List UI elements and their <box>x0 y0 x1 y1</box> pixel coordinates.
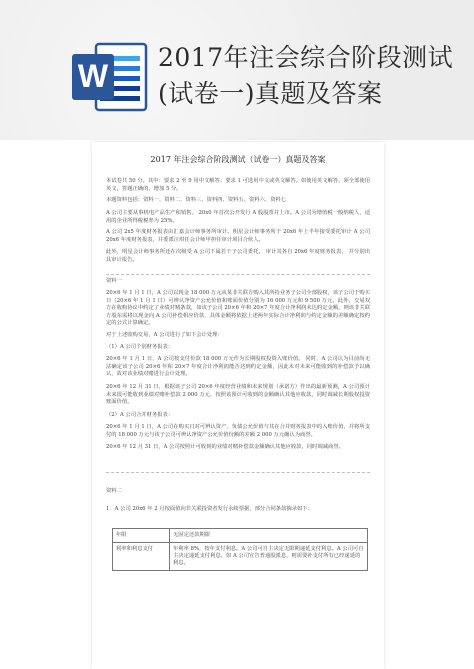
paragraph: （2）A 公司合并财务报表： <box>106 412 174 418</box>
document-page <box>92 142 384 669</box>
paragraph: A 公司 2x5 年度财务报表由汇嘉会计师事务所审计。明星会计师事务所于 20x6 年上半年接受委托审计 A 公司 20x6 年度财务报表，并委派汪琪任会计师甲担任审计项目合伙人。 <box>106 229 370 243</box>
document-title: 2017 年注会综合阶段测试（试卷一）真题及答案 <box>150 155 326 164</box>
paragraph: 20×6 年 12 月 31 日，根据该子公司 20×6 年度经营业绩和未来规划（承诺方）作出的最新预测，A 公司预计未来很可能收到业绩对赌补偿款 2 000 万元，按照该预计可收到的金额确认其他应收款，同时调减长期股权投资账面价值。 <box>106 384 370 406</box>
paragraph: A 公司主要从事机电产品生产和销售。 20x0 年首次公开发行 A 股股票并上市。A 公司为增值税一般纳税人，适用的企业所得税税率为 25%。 <box>106 210 370 224</box>
paragraph: 本题资料包括：资料一、资料二、资料三、资料四、资料五、资料六、资料七 <box>106 197 287 203</box>
paragraph: （1）A 公司个别财务报表： <box>106 344 174 350</box>
table-row <box>113 529 368 543</box>
table-cell-label: 年限 <box>113 529 170 543</box>
paragraph: 此外，明星会计师事务所还在次级受 A 公司下属若干子公司委托。 审计其各自 20x6 年度财务报表， 并分别出具审计报告。 <box>106 249 370 263</box>
paragraph: 1．A 公司 20x6 年 2 月按面值向非关联投资者发行永续票据，部分合同条款摘录如下： <box>106 506 313 512</box>
table-row <box>113 543 368 571</box>
word-document-icon <box>70 40 148 114</box>
paragraph: 20×6 年 12 月 31 日，A 公司按照计可收到的业绩对赌补偿款金额确认其他应收款，同时调减商誉。 <box>106 444 344 450</box>
section-heading: 资料二 <box>106 488 122 494</box>
word-icon-letter: W <box>77 58 109 94</box>
table-cell-value: 无固定还款期限 <box>170 529 368 543</box>
paragraph: 20×6 年 1 月 1 日，A 公司在购买日对可辨认资产、负债公允价值与其在合并财务报表中的入账价值，并将所支付的 18 000 万元与该子公司可辨认净资产公允价值份额的差额 2 000 万元确认为商誉。 <box>106 424 370 438</box>
terms-table <box>112 528 368 571</box>
paragraph: 本试卷共 50 分。其中：要求 2 至 9 用中文解答；要求 1 可选用中文或英文解答。如使用英文解答，须全部使用英文，答题正确的，增加 5 分。 <box>106 178 370 192</box>
table-cell-label: 利率和利息支付 <box>113 543 170 571</box>
header-banner <box>0 0 474 140</box>
paragraph: 20×6 年 1 月 1 日，A 公司以现金 18 000 万元从某非关联方购入其所持业务子公司全部股权，该子公司于购买日（20×6 年 1 月 1 日）可辨认净资产公允价值和账面价值分别为 16 000 万元和 9 500 万元，此外，交易双方在收购协议中约定了业绩对赌条款，如该子公司 20×6 年和 20×7 年度合计净利润未达约定金额，则该非关联方股东需将以现金向 A 公司补偿相应价款，具体金额将依据上述两年实际合计净利润与约定金额的差额确定按约定的公式计算确定。 <box>106 290 370 327</box>
section-heading: 资料一 <box>106 278 122 284</box>
section-divider <box>106 274 370 275</box>
section-divider <box>106 472 370 473</box>
paragraph: 对于上述收购交易，A 公司进行了如下会计处理： <box>106 332 223 338</box>
document-body <box>92 142 384 669</box>
title-line-2: (试卷一)真题及答案 <box>158 79 383 108</box>
page-title <box>158 40 458 112</box>
table-cell-value: 年利率 8%，按年支付利息。A 公司可自主决定无限期递延支付利息。A 公司可自主决定递延支付利息，如 A 公司宣告普通股派息，则需要补支付所有已经递延的利息。 <box>170 543 368 571</box>
title-line-1: 2017年注会综合阶段测试 <box>158 43 454 72</box>
paragraph: 20×6 年 1 月 1 日，A 公司按支付价款 18 000 万元作为长期股权投资入账价值。 同时，A 公司认为目前尚无法确定该子公司 20×6 年和 20×7 年度合计净利润能否达到约定金额，因此未对未来可能收到的补偿款予以确认，故对该业绩对赌进行会计处理。 <box>106 356 370 378</box>
